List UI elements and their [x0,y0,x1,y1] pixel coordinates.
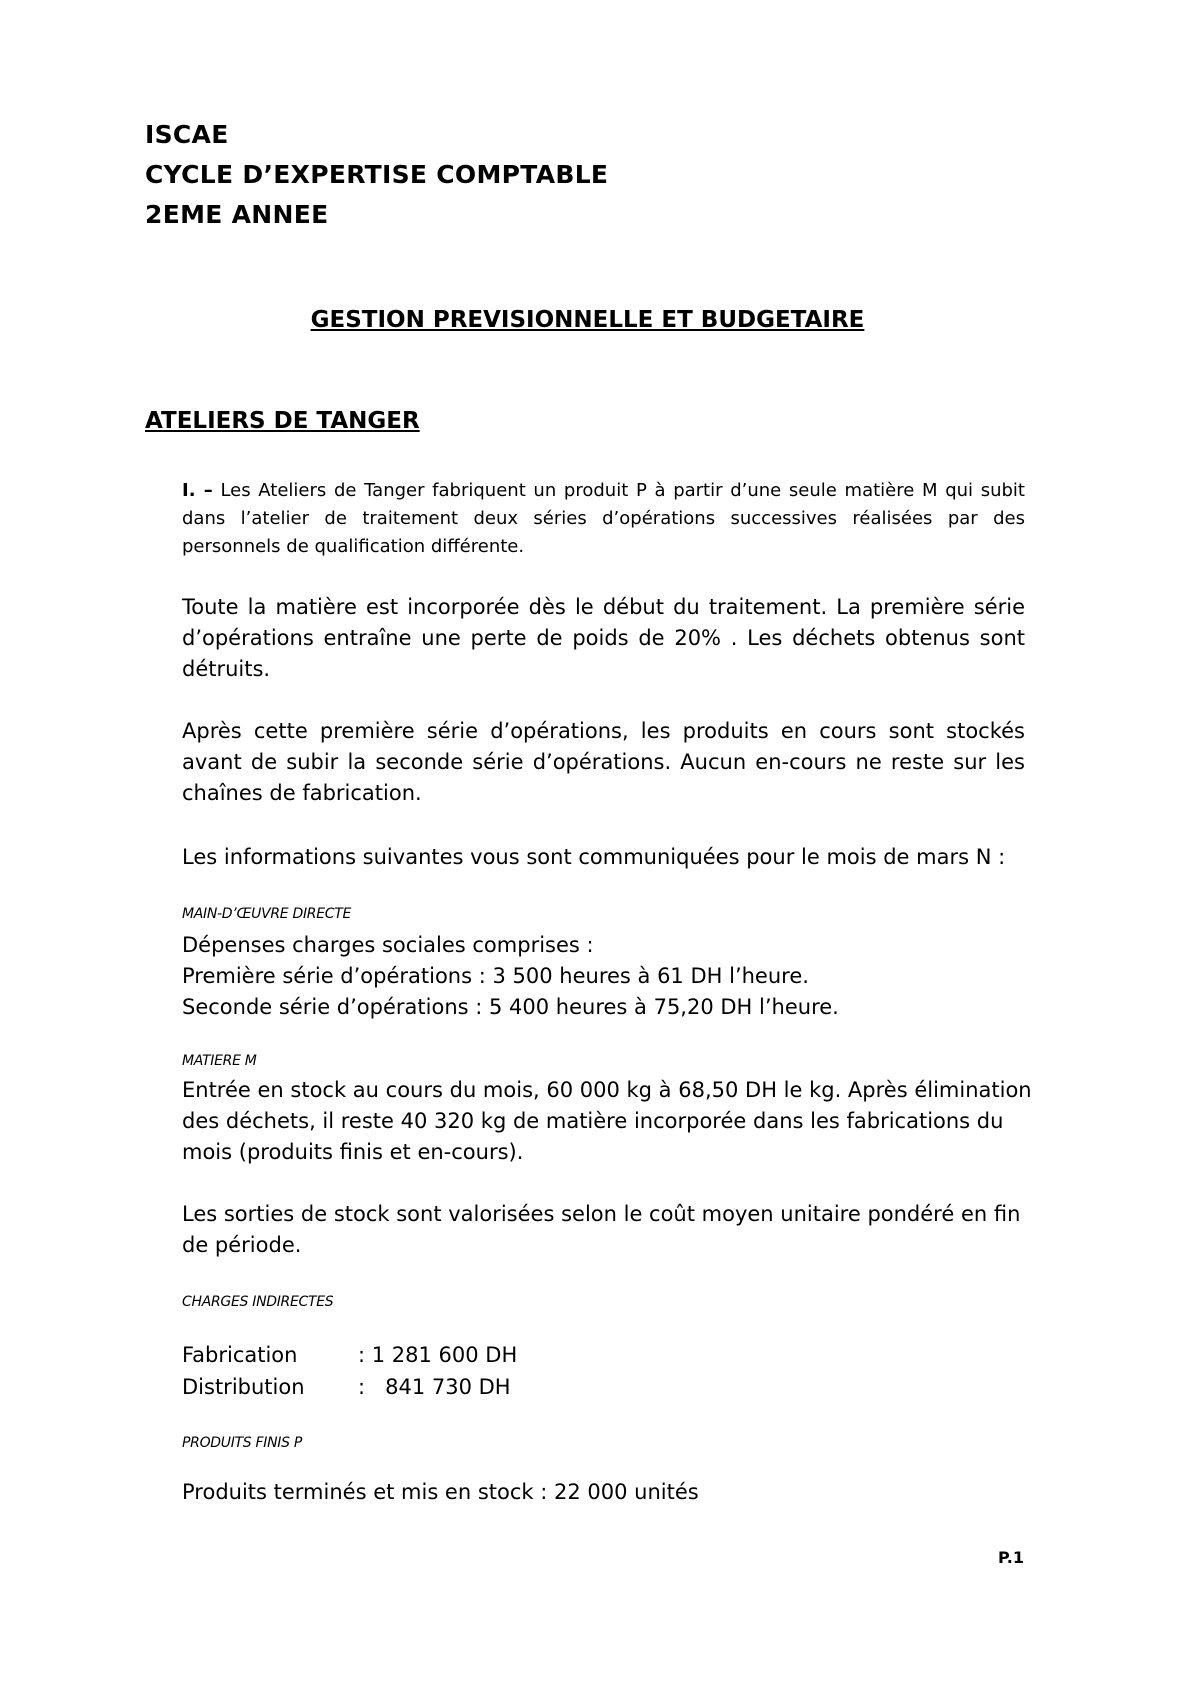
document-title: GESTION PREVISIONNELLE ET BUDGETAIRE [310,307,865,333]
matiere-text: Entrée en stock au cours du mois, 60 000 kg à 68,50 DH le kg. Après élimination des déchets, il reste 40 320 kg de matière incorporée dans les fabrications du mois (produits finis et en-cours). [182,1078,1032,1164]
charges-value: : 841 730 DH [358,1375,511,1399]
charges-value: : 1 281 600 DH [358,1343,518,1367]
section-heading-matiere: MATIERE M [182,1053,257,1069]
intro-text: Les Ateliers de Tanger fabriquent un produit P à partir d’une seule matière M qui subit dans l’atelier de traitement deux séries d’opérations successives réalisées par des personnels de qualification différente. [182,480,1025,557]
paragraph-incorporation: Toute la matière est incorporée dès le début du traitement. La première série d’opérations entraîne une perte de poids de 20% . Les déchets obtenus sont détruits. [182,595,1025,681]
main-oeuvre-block [182,930,1032,1023]
intro-paragraph [182,477,1025,561]
header-year: 2EME ANNEE [145,200,329,229]
main-oeuvre-line: Dépenses charges sociales comprises : [182,933,594,957]
case-title: ATELIERS DE TANGER [145,408,420,434]
header-program: CYCLE D’EXPERTISE COMPTABLE [145,160,609,189]
section-heading-produits-finis: PRODUITS FINIS P [182,1435,302,1451]
matiere-sorties-text: Les sorties de stock sont valorisées selon le coût moyen unitaire pondéré en fin de période. [182,1202,1021,1257]
charges-label: Fabrication [182,1343,298,1367]
paragraph-stockage: Après cette première série d’opérations, les produits en cours sont stockés avant de subir la seconde série d’opérations. Aucun en-cours ne reste sur les chaînes de fabrication. [182,719,1025,805]
section-heading-charges-indirectes: CHARGES INDIRECTES [182,1294,334,1310]
header-school: ISCAE [145,120,229,149]
section-number: I. – [182,480,213,501]
charges-label: Distribution [182,1375,305,1399]
charges-row [182,1375,511,1399]
charges-row [182,1343,517,1367]
main-oeuvre-line: Seconde série d’opérations : 5 400 heures à 75,20 DH l’heure. [182,995,839,1019]
page-number: P.1 [998,1548,1024,1567]
paragraph-informations: Les informations suivantes vous sont communiquées pour le mois de mars N : [182,845,1006,869]
section-heading-main-oeuvre: MAIN-D’ŒUVRE DIRECTE [182,906,352,922]
main-oeuvre-line: Première série d’opérations : 3 500 heures à 61 DH l’heure. [182,964,809,988]
produits-finis-text: Produits terminés et mis en stock : 22 000 unités [182,1480,699,1504]
